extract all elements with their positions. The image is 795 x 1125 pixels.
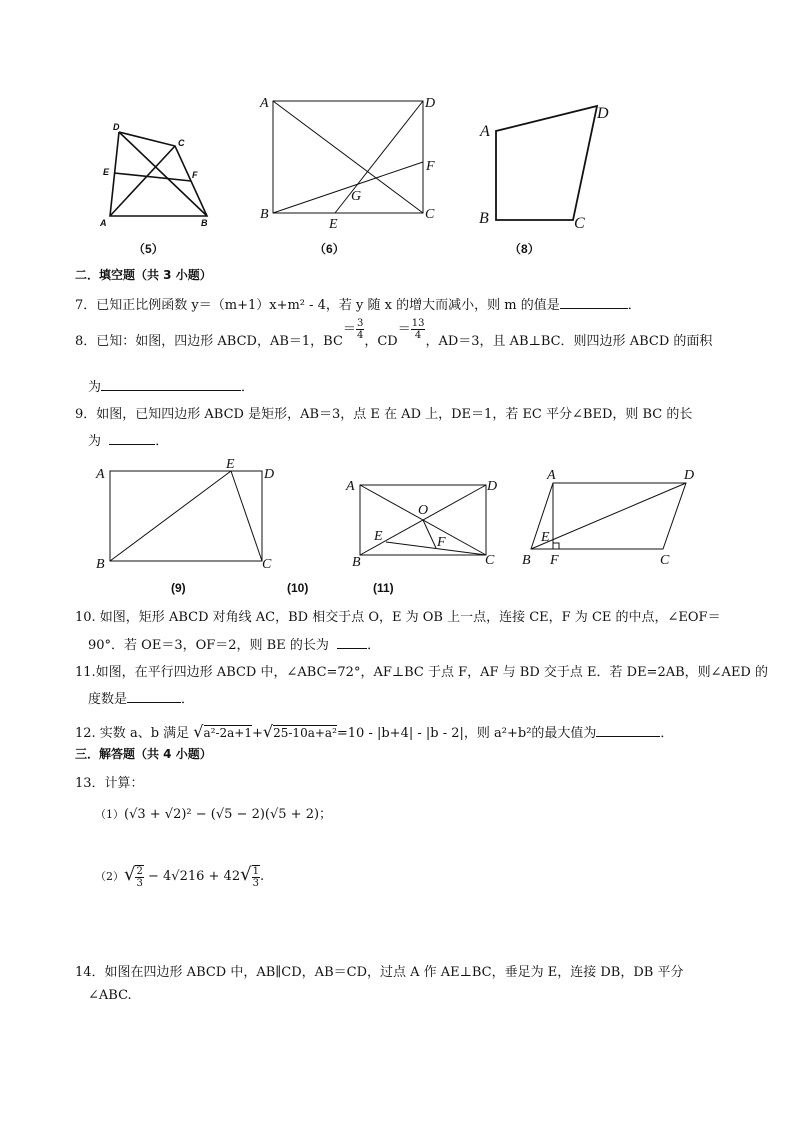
question-10 — [75, 606, 721, 625]
caption-9: (9) — [171, 581, 186, 595]
rectangle-abcd — [110, 471, 262, 561]
question-12 — [75, 722, 673, 741]
q8-cd-eq: ＝ — [397, 322, 411, 337]
q9-end: ． — [155, 434, 169, 449]
q13-p2-end: . — [259, 869, 265, 884]
caption-10: (10) — [287, 581, 309, 595]
q13-p2-frac-2 — [252, 865, 260, 889]
label-e: E — [226, 458, 235, 472]
radical-2: √25-10a+a² — [262, 722, 337, 741]
q13-p2-t2-num: 1 — [252, 865, 259, 877]
radicand-2: 25-10a+a² — [273, 726, 337, 740]
q8-mid: ，CD — [364, 334, 398, 349]
label-f: F — [437, 535, 446, 550]
q13-p2-t2-den: 3 — [252, 877, 259, 889]
figure-5 — [95, 115, 220, 230]
caption-5: （5） — [133, 242, 164, 256]
q11-end: ． — [181, 692, 195, 707]
label-a: A — [260, 96, 269, 111]
question-11-line2 — [88, 688, 194, 707]
segment-ec — [386, 542, 486, 555]
label-b: B — [260, 207, 269, 222]
diagonal-bd — [531, 483, 686, 549]
question-9 — [75, 403, 692, 422]
label-b: B — [96, 557, 105, 572]
q13-p2-t1-den: 3 — [136, 877, 143, 889]
question-10-line2 — [88, 634, 380, 653]
label-a: A — [547, 468, 556, 483]
q13-p2-label: （2） — [95, 870, 124, 883]
q13-p1-expr: (√3 + √2)² − (√5 − 2)(√5 + 2)； — [124, 807, 333, 822]
label-f: F — [426, 159, 435, 174]
q7-text: 7．已知正比例函数 y＝（m+1）x+m² - 4，若 y 随 x 的增大而减小，则 m 的值是 — [75, 298, 560, 313]
label-b: B — [201, 218, 208, 228]
q13-p2-t1-num: 2 — [136, 865, 143, 877]
label-c: C — [485, 553, 495, 568]
q12-end: ． — [660, 726, 674, 741]
label-a: A — [346, 479, 355, 494]
label-d: D — [264, 467, 275, 482]
q8-cd-den: 4 — [414, 330, 422, 341]
q8-answer-blank[interactable] — [101, 378, 241, 391]
q10-line2: 90°．若 OE＝3，OF＝2，则 BE 的长为 — [88, 638, 329, 653]
q13-part-1 — [95, 803, 332, 822]
label-o: O — [418, 503, 429, 518]
label-f: F — [192, 170, 198, 180]
figure-8 — [470, 98, 620, 233]
label-e: E — [541, 530, 550, 545]
label-e: E — [329, 217, 338, 232]
caption-6: （6） — [314, 242, 345, 256]
label-c: C — [262, 557, 272, 572]
radical-1: √a²-2a+1 — [193, 722, 252, 741]
label-b: B — [352, 555, 361, 570]
q13-part-2: （2）√ $\frac{2}{3}$ − 4√216 + 42√ $\frac{1}{3}$ . — [95, 864, 265, 889]
q8-bc-fraction — [356, 318, 364, 341]
label-b: B — [479, 210, 489, 227]
label-c: C — [178, 138, 185, 148]
label-a: A — [96, 467, 105, 482]
figure-11 — [518, 466, 703, 574]
q13-p2-frac-1 — [135, 865, 143, 889]
segment-of — [423, 520, 436, 548]
label-d: D — [597, 105, 609, 122]
q8-post: ，AD＝3，且 AB⊥BC．则四边形 ABCD 的面积 — [425, 334, 713, 349]
diagonal-ac — [110, 146, 175, 216]
label-d: D — [113, 122, 120, 132]
quadrilateral-abcd — [496, 106, 597, 220]
figure-10 — [342, 474, 502, 574]
section-2-title: 二．填空题（共 3 小题） — [75, 268, 212, 282]
segment-bf — [273, 162, 423, 213]
question-8-line2 — [88, 376, 254, 395]
figure-9 — [90, 458, 280, 573]
section-3-title: 三．解答题（共 4 小题） — [75, 747, 212, 761]
q12-answer-blank[interactable] — [596, 724, 660, 737]
question-8 — [75, 318, 713, 353]
question-11 — [75, 661, 768, 680]
label-d: D — [684, 468, 695, 483]
q11-answer-blank[interactable] — [127, 690, 181, 703]
label-e: E — [103, 167, 110, 177]
q13-p1-label: （1） — [95, 808, 124, 821]
label-f: F — [550, 553, 559, 568]
q8-bc-num: 3 — [356, 318, 364, 329]
q8-end: ． — [241, 380, 255, 395]
label-d: D — [425, 96, 436, 111]
question-7 — [75, 294, 641, 313]
q12-post: =10 - |b+4| - |b - 2|，则 a²+b²的最大值为 — [336, 726, 597, 741]
label-c: C — [574, 215, 585, 232]
q8-cd-num: 13 — [411, 318, 425, 329]
caption-8: （8） — [509, 242, 540, 256]
q11-line2: 度数是 — [88, 692, 128, 707]
q13-p2-mid: − 4√216 + 42 — [143, 869, 241, 884]
q12-pre: 12. 实数 a、b 满足 — [75, 726, 190, 741]
q14-line2: ∠ABC. — [88, 988, 132, 1003]
right-angle-mark — [553, 543, 559, 549]
q10-end: ． — [367, 638, 381, 653]
segment-ec — [231, 471, 262, 561]
q12-plus: + — [252, 726, 263, 741]
q11-line1: 11.如图，在平行四边形 ABCD 中，∠ABC=72°，AF⊥BC 于点 F，AF 与 BD 交于点 E．若 DE=2AB，则∠AED 的 — [75, 665, 768, 680]
label-d: D — [487, 479, 498, 494]
q9-line2: 为 — [88, 434, 102, 449]
q8-bc-eq: ＝ — [342, 322, 356, 337]
label-c: C — [660, 553, 670, 568]
q7-answer-blank[interactable] — [560, 296, 628, 309]
label-e: E — [374, 529, 383, 544]
q9-answer-blank[interactable] — [109, 432, 155, 445]
q14-line1: 14．如图在四边形 ABCD 中，AB∥CD，AB＝CD，过点 A 作 AE⊥BC，垂足为 E，连接 DB，DB 平分 — [75, 965, 684, 980]
radicand-1: a²-2a+1 — [203, 726, 252, 740]
q8-pre: 8．已知：如图，四边形 ABCD，AB＝1，BC — [75, 334, 343, 349]
q8-bc-den: 4 — [356, 330, 364, 341]
label-g: G — [351, 189, 362, 204]
segment-be — [110, 471, 231, 561]
label-a: A — [480, 123, 490, 140]
label-a: A — [100, 218, 107, 228]
label-c: C — [425, 207, 435, 222]
question-14 — [75, 961, 683, 980]
q10-answer-blank[interactable] — [337, 636, 367, 649]
caption-11: (11) — [373, 581, 394, 595]
segment-ef — [114, 173, 191, 181]
question-14-line2 — [88, 988, 132, 1003]
question-9-line2 — [88, 430, 168, 449]
figure-6 — [255, 92, 440, 232]
q8-line2: 为 — [88, 380, 102, 395]
label-b: B — [522, 553, 531, 568]
q9-line1: 9．如图，已知四边形 ABCD 是矩形，AB＝3，点 E 在 AD 上，DE＝1，若 EC 平分∠BED，则 BC 的长 — [75, 407, 693, 422]
question-13-title: 13．计算： — [75, 776, 144, 791]
q10-line1: 10. 如图，矩形 ABCD 对角线 AC，BD 相交于点 O，E 为 OB 上一点，连接 CE，F 为 CE 的中点，∠EOF＝ — [75, 610, 721, 625]
q7-end: ． — [627, 298, 641, 313]
q8-cd-fraction — [411, 318, 426, 341]
